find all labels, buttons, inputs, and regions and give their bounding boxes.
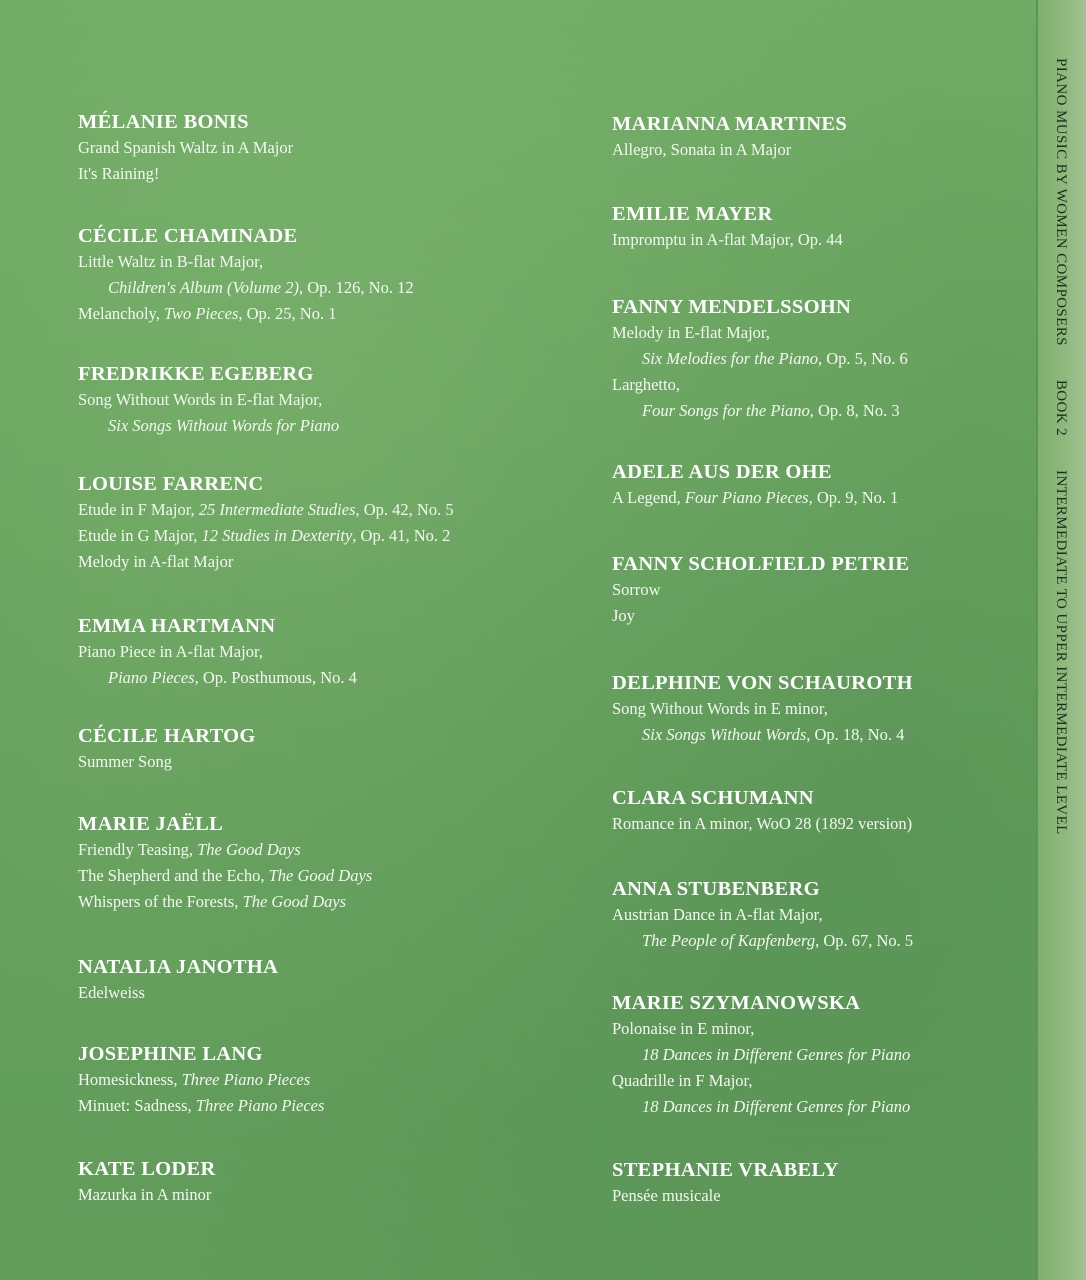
work-collection: Four Songs for the Piano (642, 401, 810, 420)
composer-entry (78, 471, 548, 575)
work-collection: The People of Kapfenberg (642, 931, 816, 950)
composer-name: CLARA SCHUMANN (612, 787, 814, 809)
spine-book: BOOK 2 (1053, 379, 1069, 437)
book-spine (1036, 0, 1086, 1280)
work-title (78, 1182, 548, 1208)
work-title (78, 1093, 548, 1119)
work-text: , Op. 126, No. 12 (298, 278, 414, 297)
work-text: Song Without Words in E minor, (612, 699, 828, 718)
work-collection: Six Melodies for the Piano (642, 349, 818, 368)
composer-entry (612, 551, 1012, 629)
work-collection: 12 Studies in Dexterity (201, 526, 353, 545)
work-title (612, 722, 1012, 748)
work-text: Austrian Dance in A-flat Major, (612, 905, 823, 924)
work-collection: 18 Dances in Different Genres for Piano (642, 1045, 911, 1064)
work-text: Friendly Teasing, (78, 840, 198, 859)
work-collection: Six Songs Without Words (642, 725, 807, 744)
work-collection: Three Piano Pieces (195, 1096, 325, 1115)
composer-name: LOUISE FARRENC (78, 473, 264, 495)
work-text: Edelweiss (78, 983, 145, 1002)
work-title (612, 398, 1012, 424)
work-title (78, 749, 548, 775)
work-text: Romance in A minor, WoO 28 (1892 version) (612, 814, 913, 833)
composer-name: CÉCILE HARTOG (78, 725, 256, 747)
spine-level: INTERMEDIATE TO UPPER INTERMEDIATE LEVEL (1053, 470, 1069, 835)
composer-entry (78, 1041, 548, 1119)
work-title (78, 549, 548, 575)
work-title (78, 161, 548, 187)
work-text: , Op. 25, No. 1 (238, 304, 337, 323)
composer-entry (78, 1156, 548, 1208)
composer-name: FREDRIKKE EGEBERG (78, 363, 314, 385)
work-title (78, 413, 548, 439)
composer-entry (612, 201, 1012, 253)
composer-name: ANNA STUBENBERG (612, 878, 820, 900)
work-title (78, 275, 548, 301)
composer-name: JOSEPHINE LANG (78, 1043, 263, 1065)
work-title (612, 372, 1012, 398)
work-title (78, 387, 548, 413)
work-text: , Op. Posthumous, No. 4 (194, 668, 357, 687)
work-title (78, 1067, 548, 1093)
work-text: A Legend, (612, 488, 685, 507)
work-title (78, 301, 548, 327)
work-title (612, 346, 1012, 372)
work-title (612, 1183, 1012, 1209)
work-text: Polonaise in E minor, (612, 1019, 755, 1038)
work-collection: Piano Pieces (108, 668, 195, 687)
work-collection: Four Piano Pieces (684, 488, 809, 507)
composer-entry (78, 109, 548, 187)
work-text: Melody in A-flat Major (78, 552, 234, 571)
work-text: The Shepherd and the Echo, (78, 866, 269, 885)
work-text: Etude in G Major, (78, 526, 202, 545)
work-collection: Children's Album (Volume 2) (108, 278, 299, 297)
composer-name: STEPHANIE VRABELY (612, 1159, 839, 1181)
composer-entry (612, 876, 1012, 954)
work-title (78, 523, 548, 549)
work-title (78, 639, 548, 665)
work-title (78, 837, 548, 863)
work-title (78, 665, 548, 691)
work-text: Song Without Words in E-flat Major, (78, 390, 323, 409)
work-text: , Op. 41, No. 2 (352, 526, 451, 545)
work-title (78, 249, 548, 275)
work-collection: The Good Days (197, 840, 301, 859)
composer-entry (612, 990, 1012, 1120)
work-text: Little Waltz in B-flat Major, (78, 252, 264, 271)
composer-name: CÉCILE CHAMINADE (78, 225, 298, 247)
work-text: Summer Song (78, 752, 172, 771)
composer-name: MÉLANIE BONIS (78, 111, 249, 133)
composer-entry (78, 613, 548, 691)
work-title (78, 135, 548, 161)
work-text: Homesickness, (78, 1070, 182, 1089)
composer-name: FANNY MENDELSSOHN (612, 296, 852, 318)
work-text: Impromptu in A-flat Major, Op. 44 (612, 230, 843, 249)
composer-name: ADELE AUS DER OHE (612, 461, 832, 483)
work-title (612, 227, 1012, 253)
work-text: Whispers of the Forests, (78, 892, 243, 911)
composer-entry (612, 111, 1012, 163)
work-text: Mazurka in A minor (78, 1185, 212, 1204)
composer-entry (78, 954, 548, 1006)
composer-name: DELPHINE VON SCHAUROTH (612, 672, 913, 694)
work-text: Melancholy, (78, 304, 164, 323)
work-title (612, 1016, 1012, 1042)
work-title (612, 137, 1012, 163)
work-title (612, 485, 1012, 511)
work-collection: 25 Intermediate Studies (198, 500, 356, 519)
work-text: Piano Piece in A-flat Major, (78, 642, 263, 661)
composer-name: EMILIE MAYER (612, 203, 773, 225)
composer-name: KATE LODER (78, 1158, 216, 1180)
composer-entry (612, 459, 1012, 511)
work-title (612, 1068, 1012, 1094)
spine-text (1052, 58, 1069, 835)
composer-name: NATALIA JANOTHA (78, 956, 279, 978)
work-text: , Op. 67, No. 5 (815, 931, 914, 950)
work-title (612, 577, 1012, 603)
work-title (612, 320, 1012, 346)
composer-name: FANNY SCHOLFIELD PETRIE (612, 553, 910, 575)
work-text: , Op. 9, No. 1 (808, 488, 899, 507)
work-title (612, 603, 1012, 629)
work-collection: 18 Dances in Different Genres for Piano (642, 1097, 911, 1116)
work-text: , Op. 8, No. 3 (809, 401, 900, 420)
work-title (78, 980, 548, 1006)
work-text: , Op. 5, No. 6 (817, 349, 908, 368)
work-text: Grand Spanish Waltz in A Major (78, 138, 294, 157)
work-collection: Two Pieces (164, 304, 239, 323)
composer-entry (612, 785, 1012, 837)
spine-series: PIANO MUSIC BY WOMEN COMPOSERS (1053, 58, 1069, 346)
work-text: Pensée musicale (612, 1186, 721, 1205)
composer-name: MARIANNA MARTINES (612, 113, 848, 135)
composer-entry (78, 223, 548, 327)
work-title (612, 1094, 1012, 1120)
work-collection: Three Piano Pieces (181, 1070, 311, 1089)
work-title (612, 696, 1012, 722)
composer-entry (612, 670, 1012, 748)
work-text: Allegro, Sonata in A Major (612, 140, 792, 159)
composer-entry (612, 294, 1012, 424)
work-title (78, 863, 548, 889)
work-title (612, 811, 1012, 837)
work-collection: Six Songs Without Words for Piano (108, 416, 340, 435)
work-text: Quadrille in F Major, (612, 1071, 753, 1090)
work-text: , Op. 18, No. 4 (806, 725, 905, 744)
work-title (78, 497, 548, 523)
work-text: , Op. 42, No. 5 (355, 500, 454, 519)
composer-name: MARIE SZYMANOWSKA (612, 992, 861, 1014)
work-collection: The Good Days (242, 892, 347, 911)
composer-entry (612, 1157, 1012, 1209)
work-text: Larghetto, (612, 375, 680, 394)
composer-entry (78, 723, 548, 775)
work-collection: The Good Days (268, 866, 373, 885)
composer-name: EMMA HARTMANN (78, 615, 276, 637)
work-text: Etude in F Major, (78, 500, 199, 519)
work-title (612, 1042, 1012, 1068)
work-text: Sorrow (612, 580, 661, 599)
composer-entry (78, 361, 548, 439)
work-title (612, 902, 1012, 928)
work-title (78, 889, 548, 915)
composer-name: MARIE JAËLL (78, 813, 224, 835)
work-text: Minuet: Sadness, (78, 1096, 196, 1115)
work-title (612, 928, 1012, 954)
work-text: Melody in E-flat Major, (612, 323, 770, 342)
composer-entry (78, 811, 548, 915)
work-text: Joy (612, 606, 635, 625)
work-text: It's Raining! (78, 164, 160, 183)
